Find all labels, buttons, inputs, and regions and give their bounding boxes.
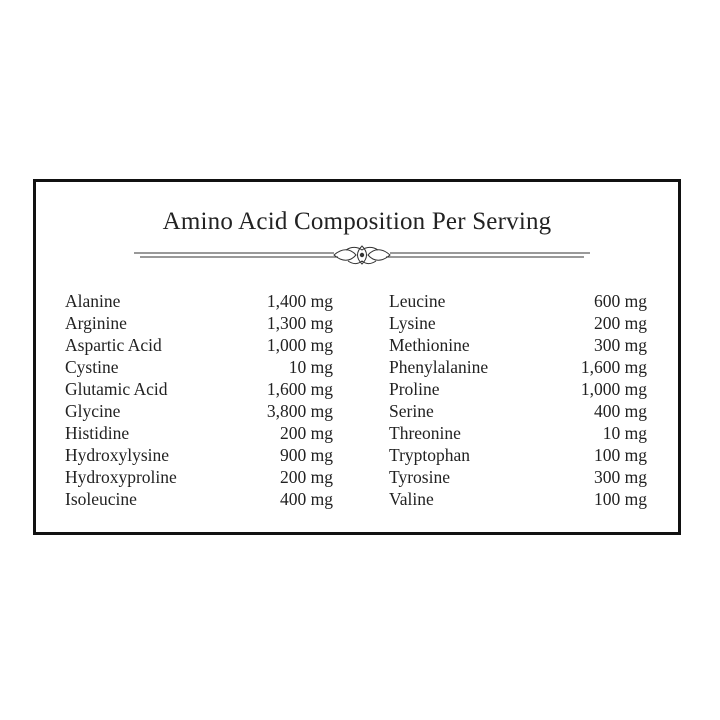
amino-acid-amount: 1,400 mg [266,291,333,311]
table-row [65,444,333,466]
table-row [389,466,647,488]
table-row [65,356,333,378]
table-row [389,312,647,334]
table-row [389,400,647,422]
table-row [65,422,333,444]
ornamental-flourish-icon [134,244,590,268]
amino-acid-name: Hydroxylysine [65,445,170,465]
amino-acid-name: Histidine [65,423,130,443]
amino-acid-name: Phenylalanine [389,357,489,377]
amino-acid-amount: 300 mg [594,467,647,487]
amino-acid-name: Threonine [389,423,461,443]
amino-acid-amount: 1,000 mg [266,335,333,355]
amino-acid-name: Cystine [65,357,119,377]
table-row [65,290,333,312]
amino-acid-amount: 1,300 mg [266,313,333,333]
amino-acid-amount: 200 mg [594,313,647,333]
amino-acid-name: Serine [389,401,434,421]
amino-acid-amount: 200 mg [280,423,333,443]
table-row [65,378,333,400]
amino-acid-name: Proline [389,379,440,399]
table-row [65,334,333,356]
amino-acid-amount: 200 mg [280,467,333,487]
amino-acid-amount: 1,600 mg [580,357,647,377]
amino-acid-amount: 3,800 mg [266,401,333,421]
amino-acid-name: Valine [389,489,434,509]
amino-acid-amount: 400 mg [594,401,647,421]
amino-acid-amount: 100 mg [594,445,647,465]
amino-acid-amount: 10 mg [602,423,647,443]
amino-acid-name: Tyrosine [389,467,450,487]
left-column [65,290,333,510]
amino-acid-amount: 400 mg [280,489,333,509]
amino-acid-amount: 600 mg [594,291,647,311]
amino-acid-amount: 1,000 mg [580,379,647,399]
amino-acid-name: Alanine [65,291,121,311]
table-row [65,312,333,334]
panel-title: Amino Acid Composition Per Serving [162,208,552,235]
amino-acid-name: Leucine [389,291,446,311]
amino-acid-name: Methionine [389,335,470,355]
amino-acid-name: Aspartic Acid [65,335,162,355]
amino-acid-panel [33,179,681,535]
table-row [389,334,647,356]
table-row [65,466,333,488]
table-row [389,488,647,510]
amino-acid-name: Glutamic Acid [65,379,168,399]
amino-acid-amount: 1,600 mg [266,379,333,399]
amino-acid-name: Tryptophan [389,445,471,465]
amino-acid-amount: 100 mg [594,489,647,509]
table-row [389,444,647,466]
amino-acid-name: Arginine [65,313,127,333]
right-column [389,290,647,510]
amino-acid-name: Hydroxyproline [65,467,177,487]
table-row [65,488,333,510]
amino-acid-name: Lysine [389,313,436,333]
table-row [389,422,647,444]
table-row [389,290,647,312]
amino-acid-amount: 900 mg [280,445,333,465]
table-row [65,400,333,422]
amino-acid-name: Isoleucine [65,489,137,509]
table-row [389,378,647,400]
amino-acid-amount: 10 mg [288,357,333,377]
amino-acid-amount: 300 mg [594,335,647,355]
amino-acid-name: Glycine [65,401,121,421]
table-row [389,356,647,378]
